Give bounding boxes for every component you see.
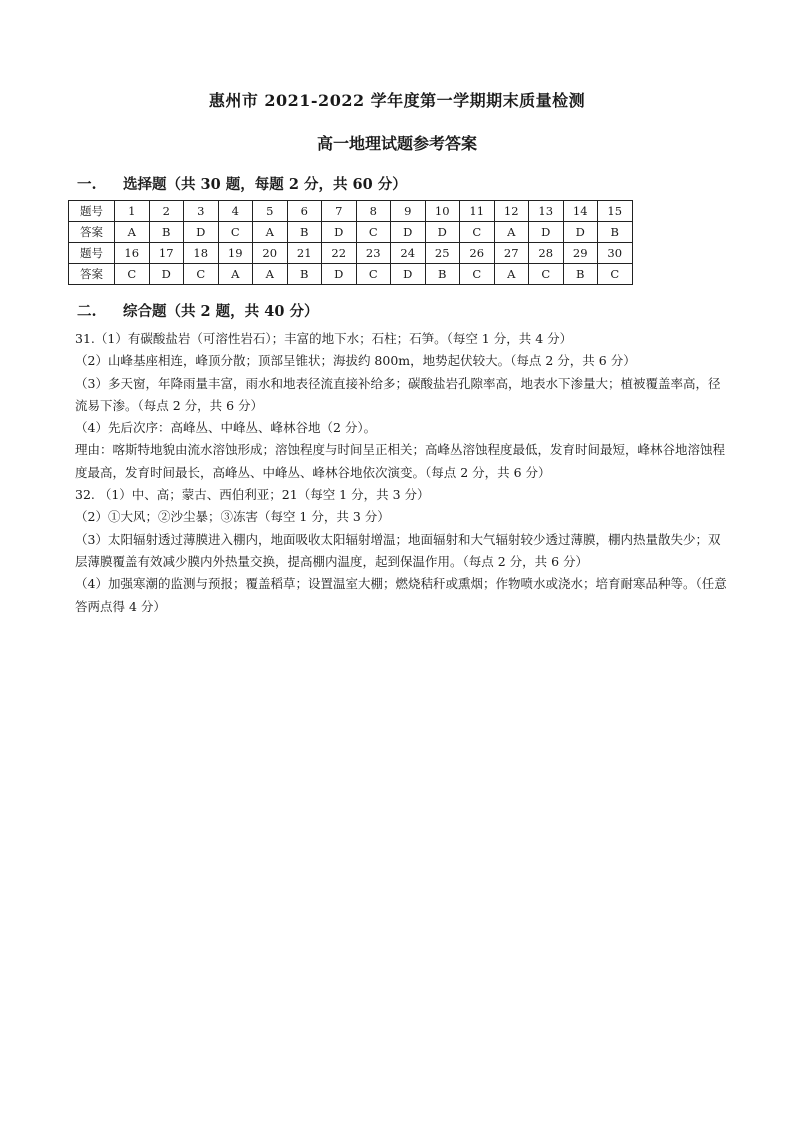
question-number-cell: 29 [563, 243, 598, 264]
question-number-cell: 25 [425, 243, 460, 264]
section-number: 二. [77, 303, 97, 320]
answer-cell: B [149, 222, 184, 243]
question-number-cell: 10 [425, 201, 460, 222]
answer-line: 理由：喀斯特地貌由流水溶蚀形成；溶蚀程度与时间呈正相关；高峰丛溶蚀程度最低，发育时间最短，峰林谷地溶蚀程度最高，发育时间最长，高峰丛、中峰丛、峰林谷地依次演变。（每点 2 分，共 6 分） [75, 442, 726, 480]
answer-cell: D [529, 222, 564, 243]
question-number-cell: 6 [287, 201, 322, 222]
question-number-cell: 8 [356, 201, 391, 222]
question-number-cell: 1 [115, 201, 150, 222]
question-number-cell: 14 [563, 201, 598, 222]
answer-cell: A [494, 264, 529, 285]
table-row [69, 243, 633, 264]
answer-cell: A [115, 222, 150, 243]
answer-cell: C [460, 264, 495, 285]
answer-cell: B [598, 222, 633, 243]
answer-cell: A [253, 222, 288, 243]
answer-cell: A [218, 264, 253, 285]
question-number-cell: 23 [356, 243, 391, 264]
document-subtitle: 高一地理试题参考答案 [316, 134, 477, 153]
question-number-cell: 27 [494, 243, 529, 264]
question-number-cell: 12 [494, 201, 529, 222]
section-title: 选择题（共 30 题，每题 2 分，共 60 分） [123, 176, 407, 193]
question-number-cell: 11 [460, 201, 495, 222]
row-label: 答案 [69, 222, 115, 243]
document-title: 惠州市 2021-2022 学年度第一学期期末质量检测 [208, 91, 586, 110]
question-number-cell: 5 [253, 201, 288, 222]
answer-line: 32. （1）中、高；蒙古、西伯利亚；21（每空 1 分，共 3 分） [75, 487, 430, 503]
question-number-cell: 19 [218, 243, 253, 264]
answer-cell: B [287, 222, 322, 243]
answer-line: （4）先后次序：高峰丛、中峰丛、峰林谷地（2 分）。 [75, 420, 377, 436]
answer-cell: D [322, 264, 357, 285]
question-number-cell: 21 [287, 243, 322, 264]
answer-line: （3）太阳辐射透过薄膜进入棚内，地面吸收太阳辐射增温；地面辐射和大气辐射较少透过薄膜，棚内热量散失少；双层薄膜覆盖有效减少膜内外热量交换，提高棚内温度，起到保温作用。（每点 2 分，共 6 分） [75, 531, 721, 569]
question-number-cell: 7 [322, 201, 357, 222]
answer-cell: C [356, 264, 391, 285]
answer-cell: C [184, 264, 219, 285]
row-label: 题号 [69, 201, 115, 222]
question-number-cell: 20 [253, 243, 288, 264]
answer-line: （2）山峰基座相连，峰顶分散；顶部呈锥状；海拔约 800m，地势起伏较大。（每点 2 分，共 6 分） [75, 353, 636, 369]
answer-cell: A [494, 222, 529, 243]
answer-cell: B [287, 264, 322, 285]
answer-cell: D [391, 222, 426, 243]
answer-cell: C [529, 264, 564, 285]
question-number-cell: 30 [598, 243, 633, 264]
answer-cell: D [563, 222, 598, 243]
answer-cell: D [425, 222, 460, 243]
question-number-cell: 9 [391, 201, 426, 222]
section-heading-choice [77, 173, 407, 194]
table-row [69, 201, 633, 222]
question-number-cell: 17 [149, 243, 184, 264]
answer-cell: D [391, 264, 426, 285]
section-title: 综合题（共 2 题，共 40 分） [123, 303, 319, 320]
row-label: 题号 [69, 243, 115, 264]
answer-line: （2）①大风；②沙尘暴；③冻害（每空 1 分，共 3 分） [75, 509, 390, 525]
answer-cell: A [253, 264, 288, 285]
question-number-cell: 22 [322, 243, 357, 264]
section-number: 一. [77, 176, 97, 193]
answer-cell: D [322, 222, 357, 243]
question-number-cell: 16 [115, 243, 150, 264]
question-number-cell: 13 [529, 201, 564, 222]
answer-cell: D [184, 222, 219, 243]
question-number-cell: 26 [460, 243, 495, 264]
section-heading-comprehensive [77, 300, 318, 321]
answer-cell: C [356, 222, 391, 243]
question-number-cell: 4 [218, 201, 253, 222]
question-number-cell: 28 [529, 243, 564, 264]
question-number-cell: 18 [184, 243, 219, 264]
question-number-cell: 3 [184, 201, 219, 222]
table-row [69, 222, 633, 243]
answer-table [68, 200, 633, 285]
answer-cell: C [218, 222, 253, 243]
question-number-cell: 24 [391, 243, 426, 264]
row-label: 答案 [69, 264, 115, 285]
answer-cell: C [598, 264, 633, 285]
answer-line: （4）加强寒潮的监测与预报；覆盖稻草；设置温室大棚；燃烧秸秆或熏烟；作物喷水或浇水；培育耐寒品种等。（任意答两点得 4 分） [75, 576, 727, 614]
answer-cell: D [149, 264, 184, 285]
answer-body [75, 328, 727, 618]
answer-line: 31.（1）有碳酸盐岩（可溶性岩石）；丰富的地下水；石柱；石笋。（每空 1 分，共 4 分） [75, 331, 573, 346]
answer-cell: C [460, 222, 495, 243]
question-number-cell: 2 [149, 201, 184, 222]
answer-cell: B [425, 264, 460, 285]
answer-cell: B [563, 264, 598, 285]
answer-cell: C [115, 264, 150, 285]
answer-line: （3）多天窗，年降雨量丰富，雨水和地表径流直接补给多；碳酸盐岩孔隙率高，地表水下渗量大；植被覆盖率高，径流易下渗。（每点 2 分，共 6 分） [75, 375, 721, 413]
table-row [69, 264, 633, 285]
question-number-cell: 15 [598, 201, 633, 222]
